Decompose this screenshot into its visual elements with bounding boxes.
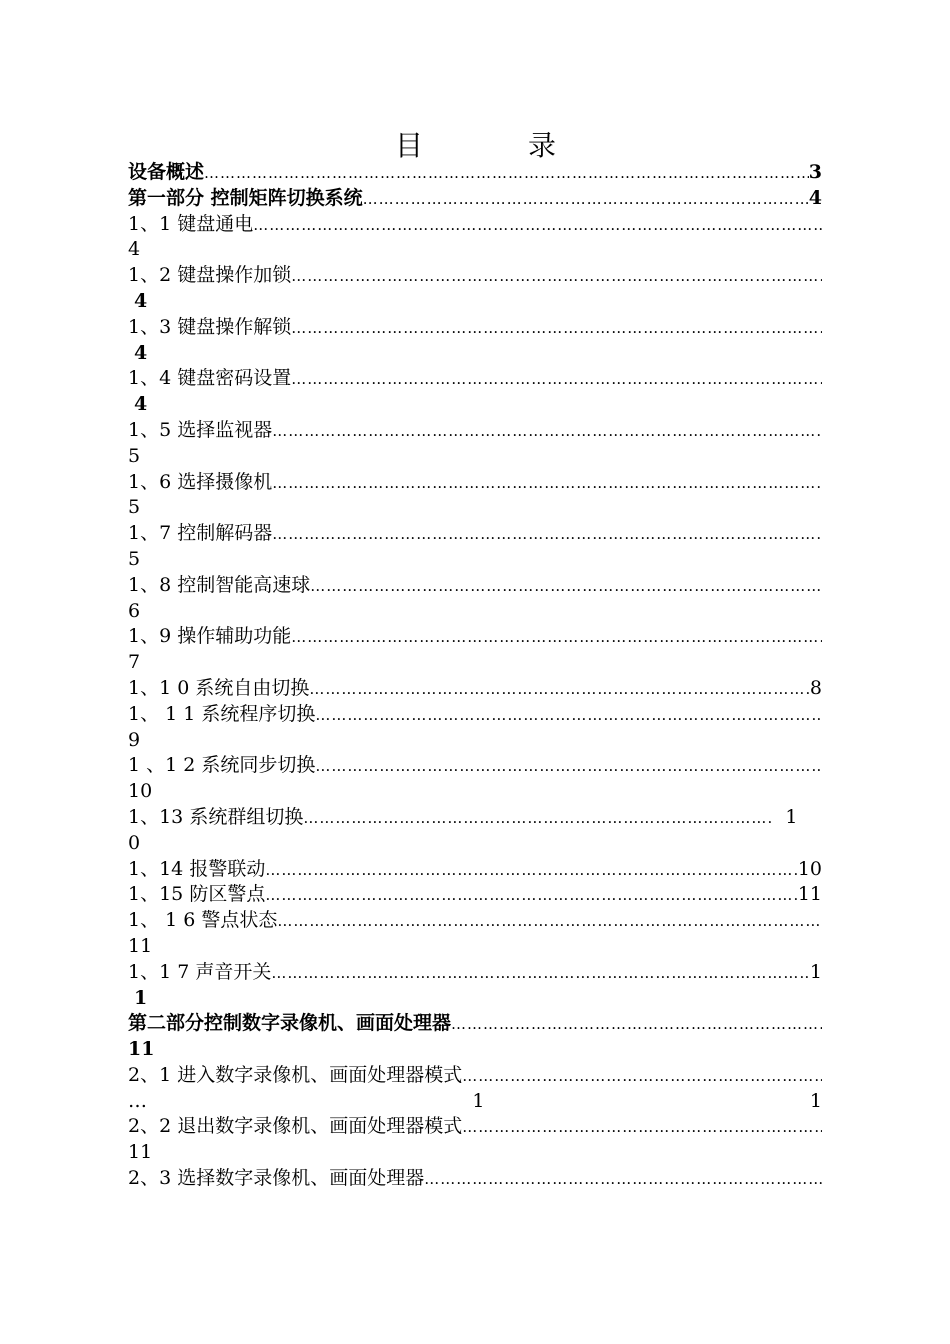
toc-entry-label: 报警联动: [189, 857, 266, 880]
toc-entry-number: 1、 1 1: [128, 702, 196, 725]
toc-entry-number: 1、6: [128, 470, 172, 493]
toc-entry-label: 键盘通电: [177, 212, 254, 235]
toc-entry-label: 警点状态: [201, 909, 278, 932]
toc-leader: [315, 754, 822, 779]
toc-entry-number: 2、1: [128, 1063, 172, 1086]
toc-entry-1-15[interactable]: [128, 882, 822, 908]
toc-entry-1-17[interactable]: [128, 960, 822, 1012]
toc-entry-number: 1、 1 6: [128, 909, 196, 932]
toc-entry-page: 4: [134, 341, 148, 364]
toc-entry-number: 1、9: [128, 625, 172, 648]
toc-leader: [291, 316, 822, 341]
toc-entry-number: 1、13: [128, 805, 184, 828]
toc-entry-2-2[interactable]: [128, 1114, 822, 1166]
toc-entry-label: 操作辅助功能: [177, 625, 292, 648]
toc-entry-page: 8: [809, 676, 822, 699]
toc-leader: [265, 858, 797, 883]
toc-entry-page: 5: [128, 496, 141, 519]
toc-entry-number: 1、2: [128, 264, 172, 287]
toc-leader: [271, 961, 810, 986]
toc-entry-page-part-b: 1: [134, 986, 148, 1009]
toc-entry-number: 1、14: [128, 857, 184, 880]
toc-entry-1-12[interactable]: [128, 753, 822, 805]
toc-entry-label: 键盘密码设置: [177, 367, 292, 390]
toc-entry-page: 11: [797, 883, 822, 906]
toc-entry-page: 3: [808, 161, 822, 183]
title-char-1: 目: [395, 129, 424, 162]
toc-entry-page: 4: [134, 393, 148, 416]
toc-entry-number: 1、1 0: [128, 676, 190, 699]
toc-leader-continuation: …: [128, 1089, 147, 1112]
toc-leader: [462, 1115, 822, 1140]
toc-entry-part-two[interactable]: [128, 1011, 822, 1063]
toc-entry-page: 11: [128, 934, 153, 957]
toc-entry-1-2[interactable]: [128, 263, 822, 315]
table-of-contents: [128, 160, 828, 1192]
toc-entry-2-3[interactable]: [128, 1166, 822, 1192]
toc-entry-page: 7: [128, 651, 141, 674]
toc-entry-1-8[interactable]: [128, 573, 822, 625]
toc-entry-1-9[interactable]: [128, 624, 822, 676]
toc-leader: [265, 883, 797, 908]
toc-entry-page: 4: [134, 289, 148, 312]
toc-entry-number: 1、5: [128, 418, 172, 441]
toc-entry-page-part-b: 0: [128, 831, 141, 854]
toc-entry-label: 选择摄像机: [177, 470, 273, 493]
toc-leader: [291, 625, 822, 650]
toc-entry-2-1[interactable]: [128, 1063, 822, 1115]
toc-entry-label: 选择数字录像机、画面处理器: [177, 1167, 425, 1190]
toc-entry-1-5[interactable]: [128, 418, 822, 470]
toc-entry-page: 6: [128, 599, 141, 622]
toc-entry-number: 1 、1 2: [128, 754, 196, 777]
toc-entry-label: 系统程序切换: [201, 702, 316, 725]
toc-entry-page: 9: [128, 728, 141, 751]
toc-entry-1-11[interactable]: [128, 702, 822, 754]
toc-entry-label: 键盘操作解锁: [177, 315, 292, 338]
toc-entry-1-7[interactable]: [128, 521, 822, 573]
toc-entry-part-one[interactable]: [128, 186, 822, 212]
toc-entry-page: 4: [808, 186, 822, 209]
toc-entry-number: 1、8: [128, 573, 172, 596]
toc-entry-label: 选择监视器: [177, 418, 273, 441]
toc-entry-label: 退出数字录像机、画面处理器模式: [177, 1115, 463, 1138]
toc-leader: [309, 677, 810, 702]
toc-entry-number: 1、1: [128, 212, 172, 235]
toc-entry-page: 10: [797, 857, 822, 880]
toc-entry-page: 4: [128, 238, 141, 261]
toc-entry-1-16[interactable]: [128, 908, 822, 960]
toc-leader: [272, 522, 822, 547]
toc-entry-label: 设备概述: [128, 161, 205, 183]
toc-entry-1-14[interactable]: [128, 857, 822, 883]
toc-entry-label: 系统自由切换: [195, 676, 310, 699]
toc-leader: [291, 264, 822, 289]
toc-entry-label: 进入数字录像机、画面处理器模式: [177, 1063, 463, 1086]
toc-leader: [204, 161, 809, 186]
toc-entry-label: 第二部分控制数字录像机、画面处理器: [128, 1012, 452, 1035]
toc-entry-number: 1、15: [128, 883, 184, 906]
toc-entry-label: 防区警点: [189, 883, 266, 906]
toc-entry-page: 5: [128, 444, 141, 467]
toc-entry-page-part-a: 1: [472, 1089, 485, 1112]
toc-entry-page: 5: [128, 547, 141, 570]
toc-leader: [462, 1064, 822, 1089]
toc-leader: [315, 703, 822, 728]
toc-entry-number: 1、7: [128, 522, 172, 545]
toc-entry-page: 11: [128, 1141, 153, 1164]
toc-entry-number: 2、2: [128, 1115, 172, 1138]
toc-entry-label: 声音开关: [195, 960, 272, 983]
toc-entry-number: 2、3: [128, 1167, 172, 1190]
toc-entry-page-part-a: 1: [809, 960, 822, 983]
toc-entry-page-part-a: 1: [785, 805, 798, 828]
toc-entry-label: 系统同步切换: [201, 754, 316, 777]
toc-entry-page: 10: [128, 780, 153, 803]
toc-entry-1-6[interactable]: [128, 470, 822, 522]
toc-leader: [272, 471, 822, 496]
toc-entry-label: 控制智能高速球: [177, 573, 311, 596]
toc-leader: [451, 1012, 822, 1037]
toc-entry-number: 1、1 7: [128, 960, 190, 983]
toc-leader: [291, 367, 822, 392]
toc-entry-1-3[interactable]: [128, 315, 822, 367]
title-char-2: 录: [528, 129, 557, 162]
toc-leader: [424, 1167, 822, 1192]
toc-entry-number: 1、3: [128, 315, 172, 338]
toc-leader: [303, 806, 773, 831]
toc-entry-overview[interactable]: [128, 160, 822, 186]
toc-entry-1-4[interactable]: [128, 366, 822, 418]
toc-entry-number: 1、4: [128, 367, 172, 390]
toc-entry-1-10[interactable]: [128, 676, 822, 702]
toc-leader: [310, 574, 822, 599]
toc-entry-1-13[interactable]: [128, 805, 822, 857]
toc-entry-label: 控制解码器: [177, 522, 273, 545]
toc-entry-1-1[interactable]: [128, 212, 822, 264]
toc-entry-label: 系统群组切换: [189, 805, 304, 828]
toc-entry-page-part-b: 1: [809, 1089, 822, 1112]
toc-entry-label: 第一部分 控制矩阵切换系统: [128, 186, 363, 209]
toc-entry-page: 11: [128, 1038, 155, 1061]
toc-leader: [277, 909, 822, 934]
toc-leader: [363, 187, 809, 212]
toc-entry-label: 键盘操作加锁: [177, 264, 292, 287]
toc-leader: [253, 213, 822, 238]
toc-leader: [272, 419, 822, 444]
